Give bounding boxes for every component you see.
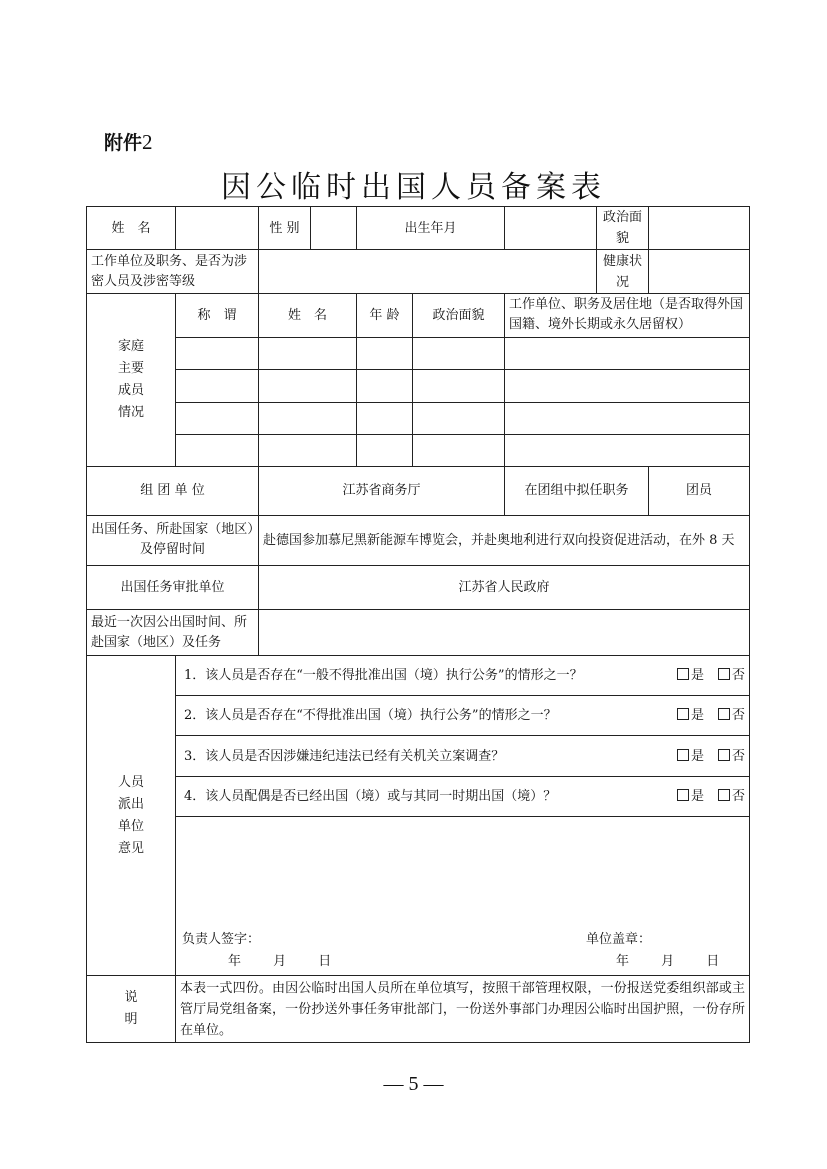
basic-info-row (87, 207, 750, 250)
note-text: 本表一式四份。由因公临时出国人员所在单位填写，按照干部管理权限，一份报送党委组织部或主管厅局党组备案，一份抄送外事任务审批部门，一份送外事部门办理因公临时出国护照，一份存所在单位。 (176, 976, 750, 1043)
family-cell[interactable] (413, 370, 505, 402)
leader-signature-label: 负责人签字： (182, 932, 261, 947)
family-cell[interactable] (259, 370, 357, 402)
question-text: 2．该人员是否存在“不得批准出国（境）执行公务”的情形之一？ (184, 708, 557, 724)
family-cell[interactable] (176, 338, 259, 370)
last-trip-row (87, 610, 750, 655)
question-cell: 3．该人员是否因涉嫌违纪违法已经有关机关立案调查？ 是 否 (176, 736, 750, 776)
name-field[interactable] (176, 207, 259, 250)
last-trip-field[interactable] (259, 610, 750, 655)
family-row (87, 338, 750, 370)
yes-checkbox[interactable] (677, 789, 689, 801)
family-cell[interactable] (505, 370, 750, 402)
question-row (87, 655, 750, 695)
family-cell[interactable] (357, 370, 413, 402)
yes-checkbox[interactable] (677, 708, 689, 720)
family-cell[interactable] (413, 434, 505, 466)
health-label: 健康状况 (597, 250, 649, 293)
family-header-title: 称 谓 (176, 293, 259, 337)
birth-label: 出生年月 (357, 207, 505, 250)
last-trip-label: 最近一次因公出国时间、所赴国家（地区）及任务 (87, 610, 259, 655)
signature-row (87, 817, 750, 976)
question-row (87, 776, 750, 816)
note-row (87, 976, 750, 1043)
family-cell[interactable] (259, 338, 357, 370)
family-cell[interactable] (357, 338, 413, 370)
team-role-label: 在团组中拟任职务 (505, 467, 649, 515)
question-cell: 2．该人员是否存在“不得批准出国（境）执行公务”的情形之一？ 是 否 (176, 696, 750, 736)
opinion-label: 人员派出单位意见 (87, 655, 176, 976)
yes-checkbox[interactable] (677, 668, 689, 680)
form-title: 因公临时出国人员备案表 (221, 170, 606, 205)
unit-seal-label: 单位盖章： (586, 932, 652, 947)
political-field[interactable] (649, 207, 750, 250)
question-row (87, 736, 750, 776)
family-cell[interactable] (505, 434, 750, 466)
family-header-name: 姓 名 (259, 293, 357, 337)
work-unit-label: 工作单位及职务、是否为涉密人员及涉密等级 (87, 250, 259, 293)
gender-label: 性 别 (259, 207, 311, 250)
signature-cell[interactable] (176, 817, 750, 976)
org-unit-value[interactable]: 江苏省商务厅 (259, 467, 505, 515)
family-cell[interactable] (413, 402, 505, 434)
attachment-label: 附件2 (104, 130, 153, 154)
no-checkbox[interactable] (718, 708, 730, 720)
question-text: 1．该人员是否存在“一般不得批准出国（境）执行公务”的情形之一？ (184, 667, 583, 683)
note-label: 说明 (87, 976, 176, 1043)
question-text: 3．该人员是否因涉嫌违纪违法已经有关机关立案调查？ (184, 748, 505, 764)
question-cell: 4．该人员配偶是否已经出国（境）或与其同一时期出国（境）？ 是 否 (176, 776, 750, 816)
family-row (87, 402, 750, 434)
family-label: 家庭主要成员情况 (87, 293, 176, 466)
family-header-row (87, 293, 750, 337)
no-checkbox[interactable] (718, 668, 730, 680)
question-cell: 1．该人员是否存在“一般不得批准出国（境）执行公务”的情形之一？ 是 否 (176, 655, 750, 695)
org-unit-label: 组 团 单 位 (87, 467, 259, 515)
task-row (87, 515, 750, 565)
yes-checkbox[interactable] (677, 749, 689, 761)
family-cell[interactable] (176, 434, 259, 466)
family-row (87, 370, 750, 402)
approval-unit-value[interactable]: 江苏省人民政府 (259, 565, 750, 609)
work-unit-row (87, 250, 750, 293)
question-row (87, 696, 750, 736)
family-cell[interactable] (259, 402, 357, 434)
political-label: 政治面貌 (597, 207, 649, 250)
work-unit-field[interactable] (259, 250, 597, 293)
org-unit-row (87, 467, 750, 515)
birth-field[interactable] (505, 207, 597, 250)
family-cell[interactable] (176, 370, 259, 402)
family-header-age: 年 龄 (357, 293, 413, 337)
family-cell[interactable] (357, 402, 413, 434)
seal-date: 年 月 日 (616, 954, 720, 969)
task-label: 出国任务、所赴国家（地区）及停留时间 (87, 515, 259, 565)
question-text: 4．该人员配偶是否已经出国（境）或与其同一时期出国（境）？ (184, 788, 557, 804)
leader-date: 年 月 日 (228, 954, 332, 969)
task-value[interactable]: 赴德国参加慕尼黑新能源车博览会，并赴奥地利进行双向投资促进活动，在外 8 天 (259, 515, 750, 565)
family-cell[interactable] (176, 402, 259, 434)
family-cell[interactable] (505, 402, 750, 434)
family-cell[interactable] (413, 338, 505, 370)
name-label: 姓 名 (87, 207, 176, 250)
team-role-value[interactable]: 团员 (649, 467, 750, 515)
gender-field[interactable] (311, 207, 357, 250)
no-checkbox[interactable] (718, 789, 730, 801)
health-field[interactable] (649, 250, 750, 293)
family-cell[interactable] (505, 338, 750, 370)
family-header-political: 政治面貌 (413, 293, 505, 337)
family-row (87, 434, 750, 466)
family-cell[interactable] (259, 434, 357, 466)
filing-form-table (86, 206, 750, 1043)
approval-unit-label: 出国任务审批单位 (87, 565, 259, 609)
family-header-work: 工作单位、职务及居住地（是否取得外国国籍、境外长期或永久居留权） (505, 293, 750, 337)
approval-row (87, 565, 750, 609)
page-number: — 5 — (383, 1073, 444, 1095)
family-cell[interactable] (357, 434, 413, 466)
no-checkbox[interactable] (718, 749, 730, 761)
